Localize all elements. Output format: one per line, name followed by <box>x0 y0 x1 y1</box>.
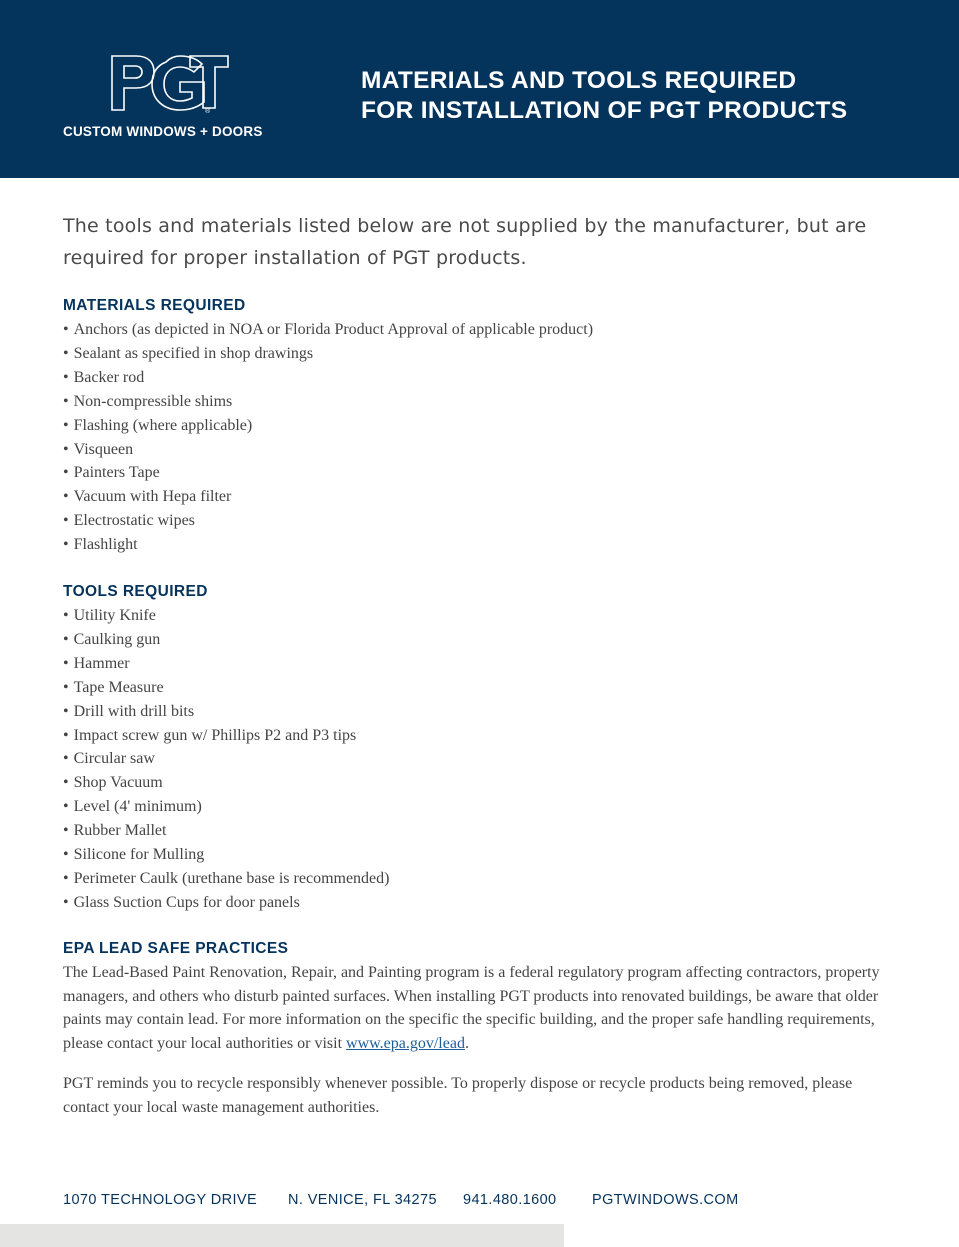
footer-city: N. VENICE, FL 34275 <box>288 1192 437 1208</box>
logo-tagline: CUSTOM WINDOWS + DOORS <box>63 124 263 139</box>
tools-list-item: • Caulking gun <box>63 628 389 652</box>
tools-list-item: • Silicone for Mulling <box>63 843 389 867</box>
tools-list <box>63 604 389 915</box>
materials-list-item: • Painters Tape <box>63 461 593 485</box>
tools-heading: TOOLS REQUIRED <box>63 583 208 600</box>
materials-list-item: • Non-compressible shims <box>63 390 593 414</box>
epa-body-tail: . <box>464 1035 469 1053</box>
materials-list <box>63 318 593 557</box>
page-title-line-2: FOR INSTALLATION OF PGT PRODUCTS <box>361 97 848 124</box>
page-title-line-1: MATERIALS AND TOOLS REQUIRED <box>361 67 797 94</box>
intro-paragraph: The tools and materials listed below are not supplied by the manufacturer, but are required for proper installation of PGT products. <box>63 215 867 269</box>
footer-address: 1070 TECHNOLOGY DRIVE <box>63 1192 258 1208</box>
tools-list-item: • Utility Knife <box>63 604 389 628</box>
materials-list-item: • Backer rod <box>63 366 593 390</box>
materials-list-item: • Flashlight <box>63 533 593 557</box>
header-banner <box>0 0 959 178</box>
materials-heading: MATERIALS REQUIRED <box>63 297 246 314</box>
tools-list-item: • Tape Measure <box>63 676 389 700</box>
epa-heading: EPA LEAD SAFE PRACTICES <box>63 940 289 957</box>
pgt-logo <box>108 52 232 116</box>
page-title <box>361 66 921 126</box>
materials-list-item: • Sealant as specified in shop drawings <box>63 342 593 366</box>
pgt-logo-mark-icon <box>108 52 232 116</box>
tools-list-item: • Perimeter Caulk (urethane base is recommended) <box>63 867 389 891</box>
materials-list-item: • Flashing (where applicable) <box>63 414 593 438</box>
tools-list-item: • Impact screw gun w/ Phillips P2 and P3 tips <box>63 724 389 748</box>
tools-list-item: • Drill with drill bits <box>63 700 389 724</box>
materials-list-item: • Visqueen <box>63 438 593 462</box>
svg-text:®: ® <box>205 108 211 115</box>
epa-paragraph <box>63 961 893 1056</box>
tools-list-item: • Rubber Mallet <box>63 819 389 843</box>
tools-list-item: • Circular saw <box>63 747 389 771</box>
tools-list-item: • Level (4' minimum) <box>63 795 389 819</box>
footer-phone: 941.480.1600 <box>463 1192 557 1208</box>
materials-list-item: • Anchors (as depicted in NOA or Florida Product Approval of applicable product) <box>63 318 593 342</box>
materials-list-item: • Electrostatic wipes <box>63 509 593 533</box>
epa-body-text: The Lead-Based Paint Renovation, Repair, and Painting program is a federal regulatory program affecting contractors, property managers, and others who disturb painted surfaces. When installing PGT products into renovated buildings, be aware that older paints may contain lead. For more information on the specific the specific building, and the proper safe handling requirements, please contact your local authorities or visit <box>63 964 880 1053</box>
footer-bar <box>0 1224 564 1247</box>
recycle-paragraph: PGT reminds you to recycle responsibly whenever possible. To properly dispose or recycle products being removed, please contact your local waste management authorities. <box>63 1075 853 1116</box>
epa-lead-link[interactable]: www.epa.gov/lead <box>346 1035 465 1053</box>
materials-list-item: • Vacuum with Hepa filter <box>63 485 593 509</box>
tools-list-item: • Hammer <box>63 652 389 676</box>
tools-list-item: • Glass Suction Cups for door panels <box>63 891 389 915</box>
footer-website: PGTWINDOWS.COM <box>592 1192 739 1208</box>
tools-list-item: • Shop Vacuum <box>63 771 389 795</box>
